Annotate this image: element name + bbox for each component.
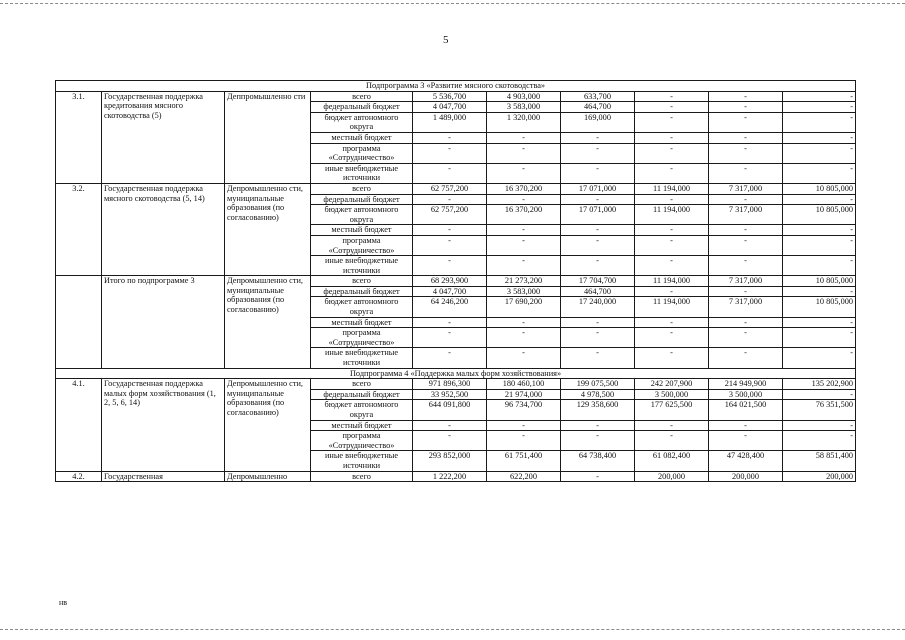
amount-cell: 61 082,400 — [635, 451, 709, 471]
amount-cell: 10 805,000 — [783, 276, 856, 287]
amount-cell: - — [413, 328, 487, 348]
amount-cell: - — [487, 328, 561, 348]
amount-cell: 21 974,000 — [487, 389, 561, 400]
amount-cell: - — [635, 256, 709, 276]
funding-source: всего — [311, 91, 413, 102]
amount-cell: 3 583,000 — [487, 286, 561, 297]
amount-cell: - — [709, 256, 783, 276]
amount-cell: - — [487, 235, 561, 255]
item-executor: Депромышленно — [225, 471, 311, 482]
funding-source: иные внебюджетные источники — [311, 256, 413, 276]
amount-cell: - — [783, 112, 856, 132]
amount-cell: - — [783, 163, 856, 183]
scan-edge-bottom — [0, 629, 905, 630]
amount-cell: - — [413, 256, 487, 276]
amount-cell: - — [487, 163, 561, 183]
amount-cell: - — [709, 112, 783, 132]
amount-cell: - — [487, 225, 561, 236]
amount-cell: 200,000 — [709, 471, 783, 482]
amount-cell: - — [561, 317, 635, 328]
amount-cell: - — [413, 431, 487, 451]
amount-cell: - — [635, 163, 709, 183]
funding-source: всего — [311, 471, 413, 482]
amount-cell: 5 536,700 — [413, 91, 487, 102]
amount-cell: - — [709, 194, 783, 205]
funding-source: программа «Сотрудничество» — [311, 328, 413, 348]
table-row — [56, 183, 856, 194]
amount-cell: 464,700 — [561, 102, 635, 113]
amount-cell: - — [783, 235, 856, 255]
amount-cell: 64 246,200 — [413, 297, 487, 317]
table-row — [56, 379, 856, 390]
amount-cell: 293 852,000 — [413, 451, 487, 471]
amount-cell: - — [783, 420, 856, 431]
item-executor: Деппромышленно сти — [225, 91, 311, 183]
amount-cell: - — [561, 132, 635, 143]
amount-cell: - — [783, 143, 856, 163]
funding-source: местный бюджет — [311, 420, 413, 431]
amount-cell: 10 805,000 — [783, 205, 856, 225]
funding-source: иные внебюджетные источники — [311, 451, 413, 471]
amount-cell: 7 317,000 — [709, 297, 783, 317]
amount-cell: 3 583,000 — [487, 102, 561, 113]
amount-cell: 199 075,500 — [561, 379, 635, 390]
amount-cell: 61 751,400 — [487, 451, 561, 471]
amount-cell: - — [413, 348, 487, 368]
amount-cell: - — [635, 225, 709, 236]
item-name: Государственная поддержка малых форм хозяйствования (1, 2, 5, 6, 14) — [102, 379, 225, 471]
section-title: Подпрограмма 4 «Поддержка малых форм хозяйствования» — [56, 368, 856, 379]
amount-cell: - — [783, 286, 856, 297]
budget-table — [55, 80, 856, 482]
amount-cell: - — [561, 431, 635, 451]
amount-cell: 135 202,900 — [783, 379, 856, 390]
amount-cell: - — [413, 235, 487, 255]
amount-cell: - — [783, 389, 856, 400]
amount-cell: - — [635, 431, 709, 451]
amount-cell: - — [709, 102, 783, 113]
amount-cell: 47 428,400 — [709, 451, 783, 471]
amount-cell: - — [561, 143, 635, 163]
amount-cell: - — [709, 91, 783, 102]
amount-cell: - — [487, 317, 561, 328]
amount-cell: - — [487, 420, 561, 431]
amount-cell: 10 805,000 — [783, 297, 856, 317]
item-number — [56, 276, 102, 368]
amount-cell: 17 071,000 — [561, 183, 635, 194]
amount-cell: - — [783, 194, 856, 205]
amount-cell: - — [413, 317, 487, 328]
funding-source: федеральный бюджет — [311, 286, 413, 297]
amount-cell: 64 738,400 — [561, 451, 635, 471]
amount-cell: - — [561, 348, 635, 368]
amount-cell: - — [561, 194, 635, 205]
amount-cell: - — [413, 163, 487, 183]
page-number: 5 — [443, 34, 449, 46]
amount-cell: 62 757,200 — [413, 205, 487, 225]
amount-cell: - — [709, 132, 783, 143]
amount-cell: 96 734,700 — [487, 400, 561, 420]
funding-source: бюджет автономного округа — [311, 112, 413, 132]
amount-cell: 164 021,500 — [709, 400, 783, 420]
amount-cell: - — [487, 143, 561, 163]
amount-cell: - — [709, 225, 783, 236]
amount-cell: - — [561, 235, 635, 255]
funding-source: всего — [311, 276, 413, 287]
section-header-row — [56, 81, 856, 92]
amount-cell: 62 757,200 — [413, 183, 487, 194]
amount-cell: 242 207,900 — [635, 379, 709, 390]
amount-cell: - — [561, 256, 635, 276]
funding-source: федеральный бюджет — [311, 194, 413, 205]
amount-cell: - — [487, 431, 561, 451]
amount-cell: - — [709, 348, 783, 368]
amount-cell: - — [487, 132, 561, 143]
amount-cell: - — [635, 194, 709, 205]
amount-cell: - — [783, 317, 856, 328]
amount-cell: 16 370,200 — [487, 183, 561, 194]
amount-cell: - — [487, 348, 561, 368]
item-name: Итого по подпрограмме 3 — [102, 276, 225, 368]
amount-cell: - — [783, 91, 856, 102]
amount-cell: - — [413, 132, 487, 143]
item-executor: Депромышленно сти, муниципальные образования (по согласованию) — [225, 379, 311, 471]
amount-cell: - — [561, 328, 635, 348]
funding-source: местный бюджет — [311, 225, 413, 236]
item-name: Государственная — [102, 471, 225, 482]
amount-cell: 644 091,800 — [413, 400, 487, 420]
amount-cell: - — [709, 420, 783, 431]
amount-cell: 633,700 — [561, 91, 635, 102]
amount-cell: 17 240,000 — [561, 297, 635, 317]
amount-cell: 17 071,000 — [561, 205, 635, 225]
amount-cell: 11 194,000 — [635, 276, 709, 287]
amount-cell: 971 896,300 — [413, 379, 487, 390]
amount-cell: - — [783, 348, 856, 368]
amount-cell: 129 358,600 — [561, 400, 635, 420]
amount-cell: - — [783, 102, 856, 113]
amount-cell: - — [635, 328, 709, 348]
funding-source: бюджет автономного округа — [311, 400, 413, 420]
amount-cell: - — [635, 102, 709, 113]
item-number: 4.2. — [56, 471, 102, 482]
amount-cell: 169,000 — [561, 112, 635, 132]
table-row — [56, 91, 856, 102]
funding-source: всего — [311, 379, 413, 390]
amount-cell: 214 949,900 — [709, 379, 783, 390]
amount-cell: - — [709, 317, 783, 328]
funding-source: местный бюджет — [311, 317, 413, 328]
funding-source: программа «Сотрудничество» — [311, 431, 413, 451]
amount-cell: - — [413, 143, 487, 163]
amount-cell: - — [635, 112, 709, 132]
amount-cell: - — [783, 225, 856, 236]
funding-source: иные внебюджетные источники — [311, 348, 413, 368]
funding-source: федеральный бюджет — [311, 389, 413, 400]
amount-cell: 1 320,000 — [487, 112, 561, 132]
item-number: 4.1. — [56, 379, 102, 471]
item-number: 3.2. — [56, 183, 102, 275]
amount-cell: - — [635, 348, 709, 368]
amount-cell: 3 500,000 — [635, 389, 709, 400]
amount-cell: 21 273,200 — [487, 276, 561, 287]
amount-cell: - — [413, 194, 487, 205]
amount-cell: 464,700 — [561, 286, 635, 297]
amount-cell: 11 194,000 — [635, 297, 709, 317]
amount-cell: 4 903,000 — [487, 91, 561, 102]
table-row — [56, 276, 856, 287]
amount-cell: 7 317,000 — [709, 183, 783, 194]
amount-cell: - — [561, 471, 635, 482]
amount-cell: - — [709, 163, 783, 183]
amount-cell: 7 317,000 — [709, 276, 783, 287]
amount-cell: - — [709, 143, 783, 163]
amount-cell: 4 047,700 — [413, 286, 487, 297]
amount-cell: 200,000 — [783, 471, 856, 482]
funding-source: иные внебюджетные источники — [311, 163, 413, 183]
amount-cell: - — [709, 286, 783, 297]
amount-cell: - — [635, 143, 709, 163]
funding-source: программа «Сотрудничество» — [311, 235, 413, 255]
amount-cell: - — [783, 431, 856, 451]
amount-cell: - — [635, 235, 709, 255]
amount-cell: 76 351,500 — [783, 400, 856, 420]
amount-cell: - — [561, 420, 635, 431]
amount-cell: - — [561, 225, 635, 236]
scan-edge-top — [0, 3, 905, 4]
amount-cell: - — [709, 431, 783, 451]
amount-cell: - — [635, 420, 709, 431]
amount-cell: 622,200 — [487, 471, 561, 482]
funding-source: всего — [311, 183, 413, 194]
amount-cell: - — [635, 286, 709, 297]
amount-cell: 17 690,200 — [487, 297, 561, 317]
item-number: 3.1. — [56, 91, 102, 183]
amount-cell: - — [561, 163, 635, 183]
amount-cell: 33 952,500 — [413, 389, 487, 400]
table-row — [56, 471, 856, 482]
footer-mark: нв — [59, 598, 68, 607]
funding-source: бюджет автономного округа — [311, 297, 413, 317]
amount-cell: 7 317,000 — [709, 205, 783, 225]
section-header-row — [56, 368, 856, 379]
section-title: Подпрограмма 3 «Развитие мясного скотоводства» — [56, 81, 856, 92]
funding-source: местный бюджет — [311, 132, 413, 143]
amount-cell: - — [709, 328, 783, 348]
amount-cell: 180 460,100 — [487, 379, 561, 390]
amount-cell: - — [413, 225, 487, 236]
amount-cell: - — [783, 132, 856, 143]
amount-cell: - — [783, 328, 856, 348]
amount-cell: - — [709, 235, 783, 255]
funding-source: программа «Сотрудничество» — [311, 143, 413, 163]
item-name: Государственная поддержка мясного скотоводства (5, 14) — [102, 183, 225, 275]
amount-cell: 58 851,400 — [783, 451, 856, 471]
item-name: Государственная поддержка кредитования мясного скотоводства (5) — [102, 91, 225, 183]
amount-cell: 17 704,700 — [561, 276, 635, 287]
amount-cell: - — [783, 256, 856, 276]
funding-source: бюджет автономного округа — [311, 205, 413, 225]
amount-cell: - — [487, 256, 561, 276]
amount-cell: - — [413, 420, 487, 431]
amount-cell: - — [635, 91, 709, 102]
amount-cell: 4 047,700 — [413, 102, 487, 113]
amount-cell: - — [635, 132, 709, 143]
amount-cell: 1 222,200 — [413, 471, 487, 482]
item-executor: Депромышленно сти, муниципальные образования (по согласованию) — [225, 183, 311, 275]
amount-cell: 4 978,500 — [561, 389, 635, 400]
amount-cell: 3 500,000 — [709, 389, 783, 400]
amount-cell: - — [487, 194, 561, 205]
amount-cell: 11 194,000 — [635, 205, 709, 225]
item-executor: Депромышленно сти, муниципальные образования (по согласованию) — [225, 276, 311, 368]
funding-source: федеральный бюджет — [311, 102, 413, 113]
amount-cell: 177 625,500 — [635, 400, 709, 420]
amount-cell: 10 805,000 — [783, 183, 856, 194]
amount-cell: 1 489,000 — [413, 112, 487, 132]
amount-cell: 11 194,000 — [635, 183, 709, 194]
amount-cell: 16 370,200 — [487, 205, 561, 225]
amount-cell: 200,000 — [635, 471, 709, 482]
amount-cell: 68 293,900 — [413, 276, 487, 287]
amount-cell: - — [635, 317, 709, 328]
